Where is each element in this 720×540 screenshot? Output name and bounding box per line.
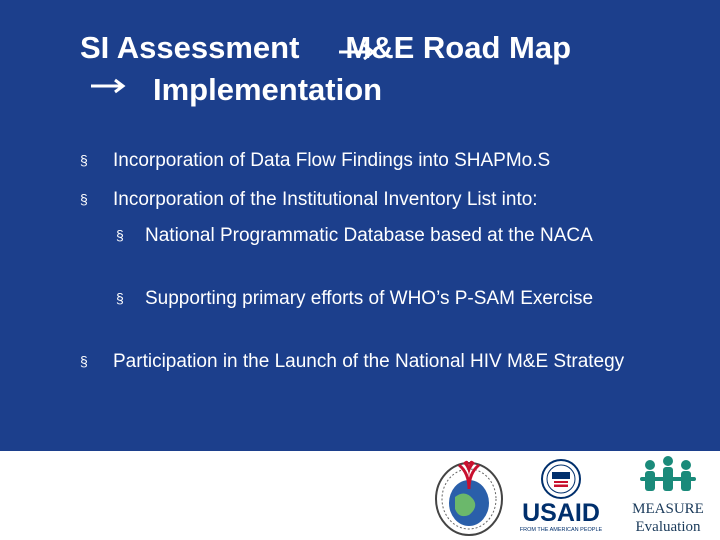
- bullet-item: [80, 348, 688, 375]
- bullet-marker: §: [116, 227, 124, 243]
- slide-title-line-2: [153, 72, 382, 108]
- usaid-word: USAID: [522, 499, 600, 527]
- bullet-text: Incorporation of the Institutional Inventory List into:: [113, 189, 538, 210]
- slide-title-line-1: [80, 30, 571, 66]
- bullet-marker: §: [80, 353, 88, 369]
- sub-bullet-item: [116, 222, 650, 249]
- footer-logo-bar: [0, 451, 720, 540]
- arrow-right-icon: [336, 40, 380, 60]
- bullet-text: Incorporation of Data Flow Findings into SHAPMo.S: [113, 150, 551, 171]
- bullet-text: National Programmatic Database based at the NACA: [145, 225, 593, 246]
- usaid-tagline: FROM THE AMERICAN PEOPLE: [519, 527, 603, 533]
- bullet-marker: §: [116, 290, 124, 306]
- measure-word: MEASURE: [632, 501, 704, 517]
- arrow-right-icon: [89, 77, 129, 97]
- bullet-text: Participation in the Launch of the National HIV M&E Strategy: [113, 351, 625, 372]
- title-me-road-map: M&E Road Map: [345, 30, 572, 65]
- bullet-marker: §: [80, 152, 88, 168]
- sub-bullet-item: [116, 285, 650, 312]
- bullet-marker: §: [80, 191, 88, 207]
- bullet-text: Supporting primary efforts of WHO’s P-SAM Exercise: [145, 288, 594, 309]
- title-implementation: Implementation: [153, 72, 383, 107]
- usaid-logo: [510, 457, 612, 537]
- measure-evaluation-logo: [622, 455, 714, 537]
- title-si-assessment: SI Assessment: [80, 30, 300, 65]
- bullet-item: [80, 147, 693, 174]
- evaluation-word: Evaluation: [635, 519, 701, 535]
- naca-seal-logo: [433, 457, 505, 537]
- bullet-item: [80, 186, 693, 213]
